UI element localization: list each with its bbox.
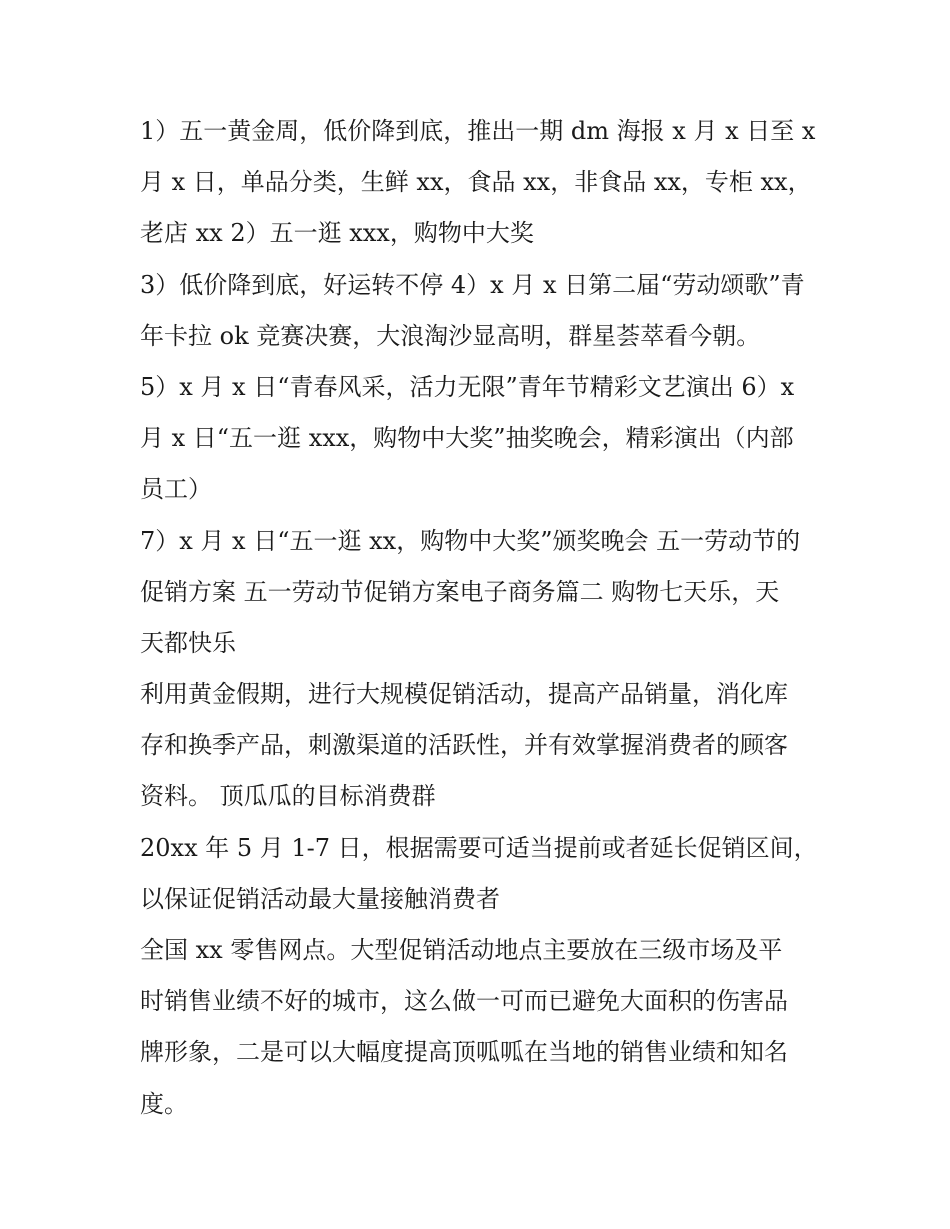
text-line: 度。 xyxy=(140,1089,188,1118)
text-line: 20xx 年 5 月 1-7 日，根据需要可适当提前或者延长促销区间， xyxy=(140,833,818,862)
text-line: 时销售业绩不好的城市，这么做一可而已避免大面积的伤害品 xyxy=(140,987,788,1016)
text-line: 老店 xx 2）五一逛 xxx，购物中大奖 xyxy=(140,219,534,248)
text-line: 7）x 月 x 日“五一逛 xx，购物中大奖”颁奖晚会 五一劳动节的 xyxy=(140,526,801,555)
text-line: 3）低价降到底，好运转不停 4）x 月 x 日第二届“劳动颂歌”青 xyxy=(140,270,805,299)
text-line: 月 x 日“五一逛 xxx，购物中大奖”抽奖晚会，精彩演出（内部 xyxy=(140,424,794,453)
text-line: 牌形象，二是可以大幅度提高顶呱呱在当地的销售业绩和知名 xyxy=(140,1038,788,1067)
text-line: 年卡拉 ok 竞赛决赛，大浪淘沙显高明，群星荟萃看今朝。 xyxy=(140,321,761,350)
text-line: 以保证促销活动最大量接触消费者 xyxy=(140,884,500,913)
text-line: 1）五一黄金周，低价降到底，推出一期 dm 海报 x 月 x 日至 x xyxy=(140,117,816,145)
text-line: 天都快乐 xyxy=(140,628,236,657)
text-line: 资料。 顶瓜瓜的目标消费群 xyxy=(140,782,436,811)
text-line: 促销方案 五一劳动节促销方案电子商务篇二 购物七天乐，天 xyxy=(140,577,780,606)
text-line: 员工） xyxy=(140,475,212,504)
text-line: 月 x 日，单品分类，生鲜 xx，食品 xx，非食品 xx，专柜 xx， xyxy=(140,168,812,197)
text-line: 5）x 月 x 日“青春风采，活力无限”青年节精彩文艺演出 6）x xyxy=(140,372,795,401)
text-line: 存和换季产品，刺激渠道的活跃性，并有效掌握消费者的顾客 xyxy=(140,731,788,760)
text-line: 利用黄金假期，进行大规模促销活动，提高产品销量，消化库 xyxy=(140,680,788,709)
text-line: 全国 xx 零售网点。大型促销活动地点主要放在三级市场及平 xyxy=(140,936,783,964)
document-body xyxy=(140,106,820,1130)
